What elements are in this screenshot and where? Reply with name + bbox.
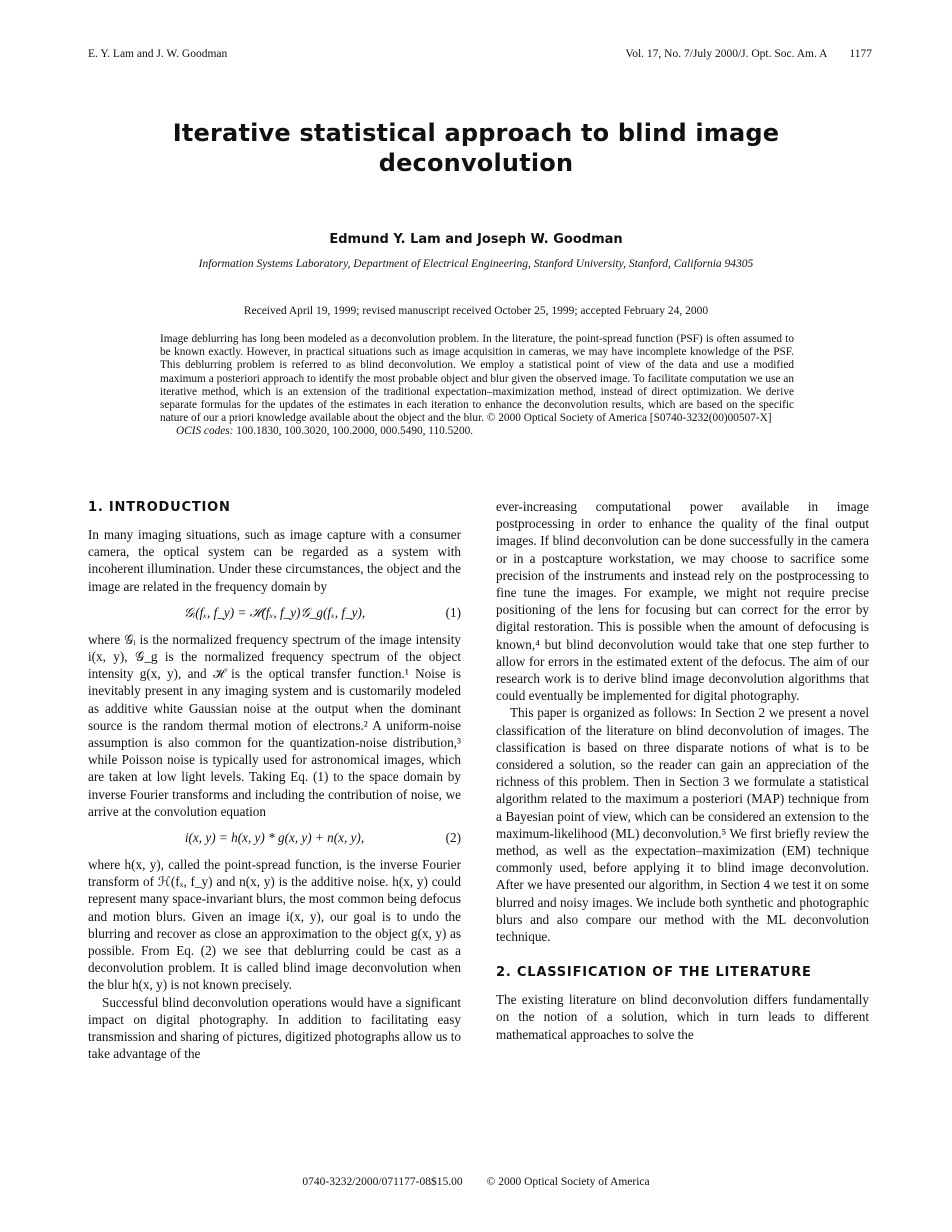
- footer-copyright: © 2000 Optical Society of America: [486, 1176, 650, 1188]
- right-column: [496, 498, 869, 1043]
- running-head-journal-info: [603, 48, 872, 60]
- ocis-codes: [160, 425, 794, 438]
- section-heading-classification: 2. CLASSIFICATION OF THE LITERATURE: [496, 965, 812, 981]
- equation-2: [88, 828, 461, 848]
- intro-paragraph-6: This paper is organized as follows: In Section 2 we present a novel classification of the literature on blind deconvolution of images. The classification is based on three disparate notions of what is to be considered a solution, so the reader can gain an appreciation of the richness of this problem. Then in Section 3 we formulate a statistical algorithm related to the maximum a posteriori (MAP) technique from a Bayesian point of view, which can be considered an extension to the maximum-likelihood (ML) deconvolution.⁵ We first briefly review the method, as well as the expectation–maximization (EM) technique commonly used, before applying it to blind image deconvolution. After we have presented our algorithm, in Section 4 we test it on some blurred and noisy images. We include both synthetic and photographic blurs and also compare our method with the ML deconvolution technique.: [496, 705, 869, 945]
- equation-1: [88, 603, 461, 623]
- classification-paragraph-1: The existing literature on blind deconvolution differs fundamentally on the notion of a solution, which in turn leads to different mathematical approaches to solve the: [496, 992, 869, 1042]
- intro-paragraph-5: ever-increasing computational power available in image postprocessing in order to enhance the quality of the final output images. If blind deconvolution can be done successfully in the camera or in a postcapture workstation, we may choose to sacrifice some precision of the instruments and instead rely on the postprocessing to fine tune the images. For example, we might not require precise positioning of the lens for focusing but can correct for the error by digital restoration. This is possible when the amount of defocusing is known,⁴ but blind deconvolution would take that one step further to allow for errors in the estimated extent of the defocus. The aim of our research work is to derive blind image deconvolution algorithms that could eventually be implemented for digital photography.: [496, 499, 869, 704]
- page-number: 1177: [849, 48, 872, 60]
- equation-1-number: (1): [445, 604, 461, 620]
- paper-title: Iterative statistical approach to blind image deconvolution: [172, 119, 780, 177]
- equation-2-body: i(x, y) = h(x, y) * g(x, y) + n(x, y),: [184, 830, 365, 846]
- footer-code: 0740-3232/2000/071177-08$15.00: [302, 1176, 463, 1188]
- received-dates: Received April 19, 1999; revised manuscript received October 25, 1999; accepted February 24, 2000: [243, 305, 709, 317]
- intro-paragraph-4: Successful blind deconvolution operations would have a significant impact on digital photography. In addition to facilitating easy transmission and sharing of pictures, digitized photographs allow us to take advantage of the: [88, 994, 461, 1062]
- section-heading-introduction: 1. INTRODUCTION: [88, 500, 231, 515]
- abstract: [160, 333, 794, 439]
- equation-1-body: 𝒢ᵢ(fₓ, f_y) = ℋ(fₓ, f_y)𝒢_g(fₓ, f_y),: [183, 604, 366, 620]
- intro-paragraph-1: In many imaging situations, such as image capture with a consumer camera, the optical system can be regarded as a system with incoherent illumination. Under these circumstances, the object and the image are related in the frequency domain by: [88, 527, 461, 594]
- running-head-journal: Vol. 17, No. 7/July 2000/J. Opt. Soc. Am. A: [625, 48, 828, 60]
- ocis-label: OCIS codes:: [176, 425, 234, 438]
- running-head-authors: E. Y. Lam and J. W. Goodman: [88, 48, 228, 60]
- intro-paragraph-3: where h(x, y), called the point-spread function, is the inverse Fourier transform of ℋ(fₓ, f_y) and n(x, y) is the additive noise. h(x, y) could represent many space-invariant blurs, the most common being defocus and motion blurs. Given an image i(x, y), our goal is to undo the blurring and recover as close an approximation to the object g(x, y) as possible. From Eq. (2) we see that deblurring could be cast as a deconvolution problem. It is called blind image deconvolution when the blur h(x, y) is not known precisely.: [88, 857, 461, 993]
- abstract-text: Image deblurring has long been modeled as a deconvolution problem. In the literature, the point-spread function (PSF) is often assumed to be known exactly. However, in practical situations such as image acquisition in cameras, we may have incomplete knowledge of the PSF. This deblurring problem is referred to as blind deconvolution. We employ a statistical point of view of the data and use a modified maximum a posteriori approach to identify the most probable object and blur given the observed image. To facilitate computation we use an iterative method, which is an extension of the traditional expectation–maximization method, instead of direct optimization. We derive separate formulas for the updates of the estimates in each iteration to enhance the deconvolution results, which are based on the specific nature of our a priori knowledge available about the object and the blur. © 2000 Optical Society of America [S0740-3232(00)00507-X]: [160, 333, 794, 425]
- ocis-values: 100.1830, 100.3020, 100.2000, 000.5490, 110.5200.: [236, 425, 474, 438]
- page-footer: [0, 1176, 952, 1188]
- left-column: [88, 498, 461, 1062]
- paper-authors: Edmund Y. Lam and Joseph W. Goodman: [329, 232, 623, 247]
- running-head: [88, 48, 872, 66]
- author-affiliation: Information Systems Laboratory, Department of Electrical Engineering, Stanford University, Stanford, California 94305: [198, 258, 754, 270]
- intro-paragraph-2: where 𝒢ᵢ is the normalized frequency spectrum of the image intensity i(x, y), 𝒢_g is the normalized frequency spectrum of the object intensity g(x, y), and ℋ is the optical transfer function.¹ Noise is inevitably present in any imaging system and is customarily modeled as additive white Gaussian noise at the output when the dominant source is the random thermal motion of electrons.² A uniform-noise assumption is also common for the quantization-noise distribution,³ while Poisson noise is typically used for astronomical images, which are taken at low light levels. Taking Eq. (1) to the space domain by inverse Fourier transforms and including the contribution of noise, we arrive at the convolution equation: [88, 631, 461, 819]
- equation-2-number: (2): [445, 830, 461, 846]
